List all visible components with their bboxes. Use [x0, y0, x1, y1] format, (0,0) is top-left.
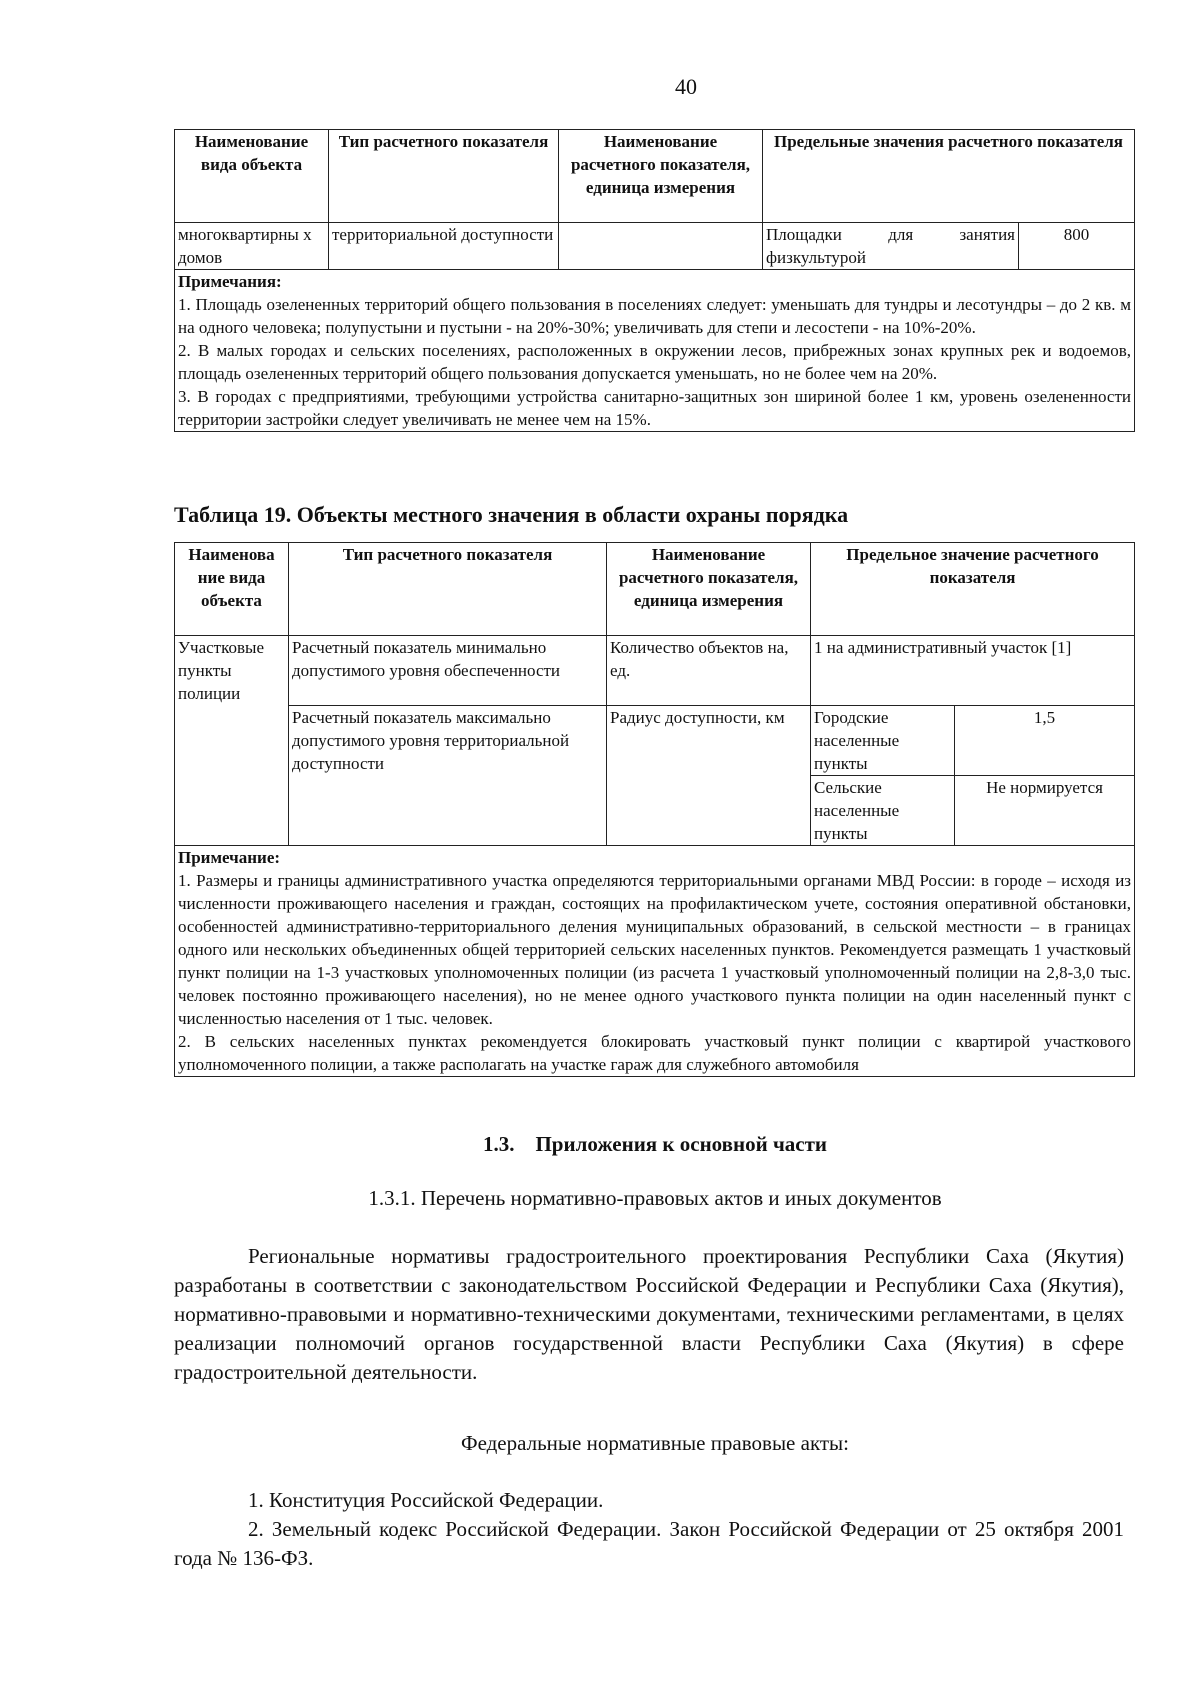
- notes-cell: [175, 846, 1135, 1077]
- header-limit-values: Предельные значения расчетного показателя: [763, 130, 1135, 223]
- header-limit-value: Предельное значение расчетного показателя: [811, 543, 1135, 636]
- cell-indicator-type: территориальной доступности: [329, 223, 559, 270]
- cell-indicator-type: Расчетный показатель минимально допустимого уровня обеспеченности: [289, 636, 607, 706]
- header-object-type: Наименование вида объекта: [175, 130, 329, 223]
- table-row: [175, 636, 1135, 706]
- cell-object: многоквартирны х домов: [175, 223, 329, 270]
- cell-rural-label: Сельские населенные пункты: [811, 776, 955, 846]
- green-areas-table: [174, 129, 1135, 432]
- cell-urban-value: 1,5: [955, 706, 1135, 776]
- cell-indicator-name: Количество объектов на, ед.: [607, 636, 811, 706]
- cell-limit: 1 на административный участок [1]: [811, 636, 1135, 706]
- cell-rural-value: Не нормируется: [955, 776, 1135, 846]
- table-row: [175, 706, 1135, 776]
- header-object-type: Наименова ние вида объекта: [175, 543, 289, 636]
- federal-acts-heading: Федеральные нормативные правовые акты:: [460, 1431, 849, 1455]
- note-item: 2. В малых городах и сельских поселениях, расположенных в окружении лесов, прибрежных зонах крупных рек и водоемов, площадь озелененных территорий общего пользования допускается уменьшать, но не более чем на 20%.: [178, 341, 1131, 383]
- cell-indicator-type: Расчетный показатель максимально допустимого уровня территориальной доступности: [289, 706, 607, 846]
- cell-indicator-name: Радиус доступности, км: [607, 706, 811, 846]
- notes-row: [175, 270, 1135, 432]
- table-caption: Таблица 19. Объекты местного значения в области охраны порядка: [174, 502, 849, 527]
- notes-title: Примечания:: [178, 272, 282, 291]
- table-header-row: [175, 543, 1135, 636]
- police-facilities-table: [174, 542, 1135, 1077]
- list-item: 1. Конституция Российской Федерации.: [248, 1488, 604, 1512]
- table-header-row: [175, 130, 1135, 223]
- subsection-heading: 1.3.1. Перечень нормативно-правовых актов и иных документов: [368, 1186, 942, 1210]
- list-item: 2. Земельный кодекс Российской Федерации. Закон Российской Федерации от 25 октября 2001 года № 136-ФЗ.: [174, 1517, 1124, 1570]
- cell-indicator-name: [559, 223, 763, 270]
- cell-limit-value: 800: [1019, 223, 1135, 270]
- page-number: 40: [675, 74, 697, 99]
- cell-object: Участковые пункты полиции: [175, 636, 289, 846]
- section-heading: 1.3. Приложения к основной части: [482, 1132, 828, 1156]
- table-row: [175, 223, 1135, 270]
- note-item: 1. Размеры и границы административного участка определяются территориальными органами МВД России: в городе – исходя из численности проживающего населения и граждан, состоящих на профилактическом учете, состояния оперативной обстановки, особенностей административно-территориального деления муниципальных образований, в сельской местности – в границах одного или нескольких объединенных общей территорией сельских населенных пунктов. Рекомендуется размещать 1 участковый пункт полиции на 1-3 участковых уполномоченных полиции (из расчета 1 участковый уполномоченный полиции на 2,8-3,0 тыс. человек постоянно проживающего населения), но не менее одного участкового пункта полиции на один населенный пункт с численностью населения от 1 тыс. человек.: [178, 871, 1132, 1028]
- limit-label-text: Площадки для занятия физкультурой: [766, 225, 1015, 267]
- header-indicator-name: Наименование расчетного показателя, единица измерения: [559, 130, 763, 223]
- note-item: 1. Площадь озелененных территорий общего пользования в поселениях следует: уменьшать для тундры и лесотундры – до 2 кв. м на одного человека; полупустыни и пустыни - на 20%-30%; увеличивать для степи и лесостепи - на 10%-20%.: [178, 295, 1131, 337]
- cell-limit-label: [763, 223, 1019, 270]
- header-indicator-name: Наименование расчетного показателя, единица измерения: [607, 543, 811, 636]
- header-indicator-type: Тип расчетного показателя: [329, 130, 559, 223]
- intro-paragraph: Региональные нормативы градостроительного проектирования Республики Саха (Якутия) разработаны в соответствии с законодательством Российской Федерации и Республики Саха (Якутия), нормативно-правовыми и нормативно-техническими документами, техническими регламентами, в целях реализации полномочий органов государственной власти Республики Саха (Якутия) в сфере градостроительной деятельности.: [174, 1244, 1124, 1384]
- note-item: 2. В сельских населенных пунктах рекомендуется блокировать участковый пункт полиции с квартирой участкового уполномоченного полиции, а также располагать на участке гараж для служебного автомобиля: [178, 1032, 1132, 1074]
- header-indicator-type: Тип расчетного показателя: [289, 543, 607, 636]
- limit-label-line: [766, 223, 1015, 269]
- note-item: 3. В городах с предприятиями, требующими устройства санитарно-защитных зон шириной более 1 км, уровень озелененности территории застройки следует увеличивать не менее чем на 15%.: [178, 387, 1131, 429]
- notes-cell: [175, 270, 1135, 432]
- cell-urban-label: Городские населенные пункты: [811, 706, 955, 776]
- notes-title: Примечание:: [178, 848, 281, 867]
- notes-row: [175, 846, 1135, 1077]
